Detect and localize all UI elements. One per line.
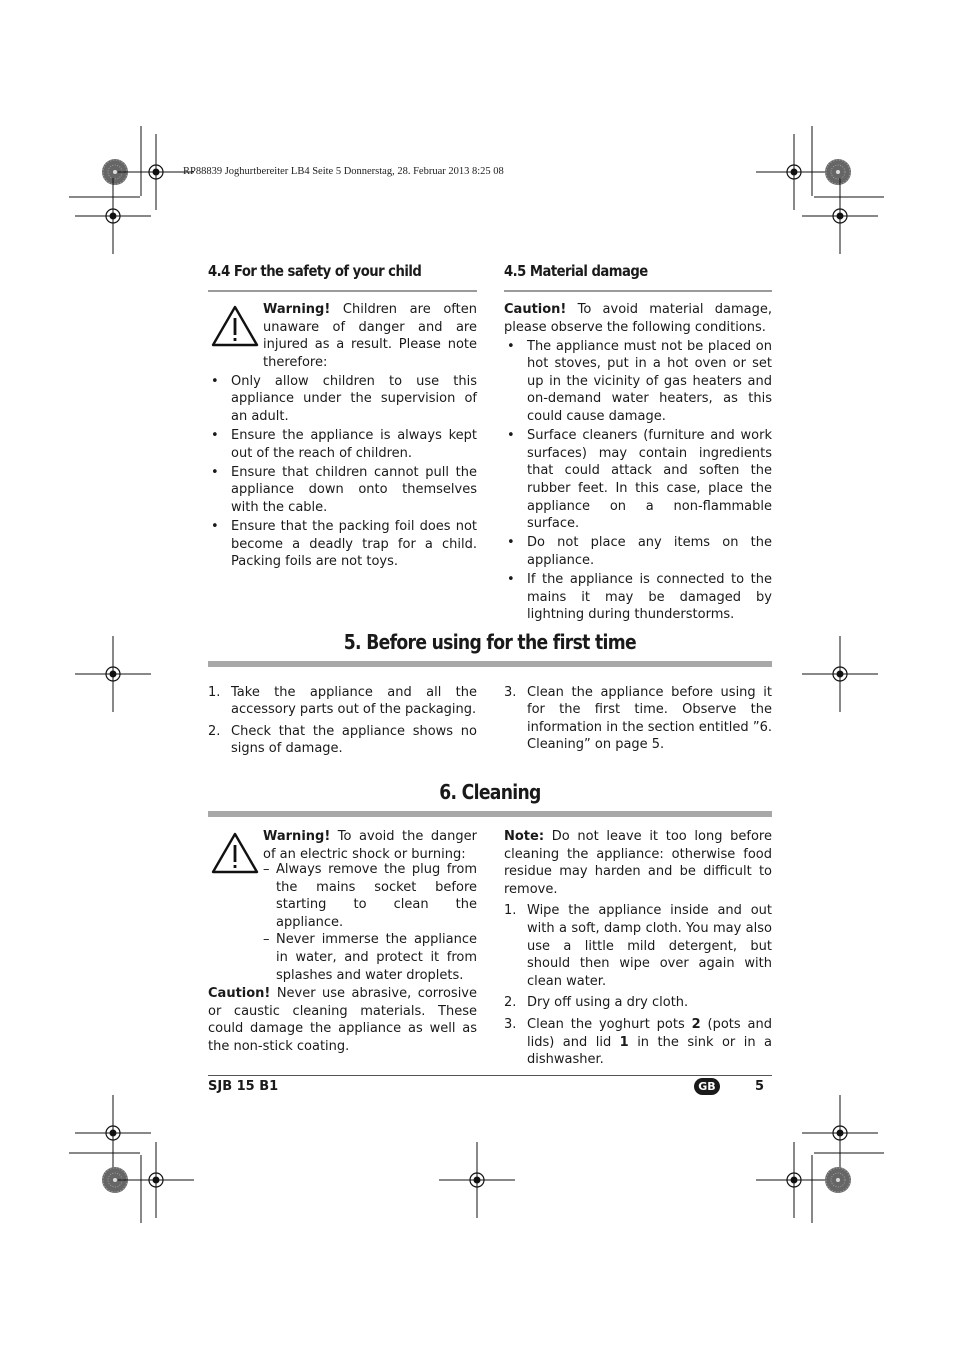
safety-list <box>208 373 477 571</box>
language-badge: GB <box>694 1078 720 1095</box>
section-5-right <box>504 682 772 754</box>
list-item: – Always remove the plug from the mains socket before starting to clean the appliance. <box>263 862 477 930</box>
crosshair-register-mark-icon <box>75 178 151 254</box>
warning-box <box>208 301 477 371</box>
page-number: 5 <box>755 1079 765 1094</box>
list-item: • The appliance must not be placed on hot stoves, put in a hot oven or set up in the vicinity of gas heaters and on-demand water heaters, as this could cause damage. <box>507 338 772 425</box>
warning-triangle-icon <box>210 304 260 348</box>
list-item: • Ensure that the packing foil does not become a deadly trap for a child. Packing foils are not toys. <box>211 519 477 570</box>
section-6-left <box>208 828 477 1056</box>
steps-list <box>208 684 477 758</box>
warning-text: Warning! To avoid the danger of an electric shock or burning: <box>263 829 477 862</box>
section-4-5-body <box>504 301 772 624</box>
material-list <box>504 338 772 624</box>
chapter-heading-6: 6. Cleaning <box>439 780 541 804</box>
section-4-4-body <box>208 301 477 571</box>
caution-text: Caution! Never use abrasive, corrosive or caustic cleaning materials. These could damage the appliance as well as the non-stick coating. <box>208 986 477 1054</box>
list-item: 3. Clean the yoghurt pots 2 (pots and lids) and lid 1 in the sink or in a dishwasher. <box>504 1016 772 1068</box>
list-item: – Never immerse the appliance in water, and protect it from splashes and water droplets. <box>263 932 477 983</box>
list-item: • Do not place any items on the appliance. <box>507 535 772 568</box>
crosshair-register-mark-icon <box>802 1095 878 1171</box>
caution-text: Caution! To avoid material damage, please observe the following conditions. <box>504 302 772 335</box>
steps-list <box>504 684 772 754</box>
print-slug: RP88839 Joghurtbereiter LB4 Seite 5 Donnerstag, 28. Februar 2013 8:25 08 <box>183 166 504 177</box>
list-item: • Only allow children to use this appliance under the supervision of an adult. <box>211 373 477 425</box>
warning-dash-list <box>263 861 477 984</box>
crosshair-register-mark-icon <box>802 178 878 254</box>
note-text: Note: Do not leave it too long before cleaning the appliance: otherwise food residue may harden and be difficult to remove. <box>504 829 772 897</box>
section-5-left <box>208 682 477 758</box>
crosshair-register-mark-icon <box>75 636 151 712</box>
section-heading-4-5: 4.5 Material damage <box>504 262 648 280</box>
chapter-rule <box>208 811 772 817</box>
list-item: 3. Clean the appliance before using it for the first time. Observe the information in the section entitled ”6. Cleaning” on page 5. <box>504 684 772 753</box>
crosshair-register-mark-icon <box>75 1095 151 1171</box>
list-item: 2. Dry off using a dry cloth. <box>504 995 689 1011</box>
warning-text: Warning! Children are often unaware of danger and are injured as a result. Please note therefore: <box>263 302 477 370</box>
cleaning-steps-list <box>504 902 772 1068</box>
crosshair-register-mark-icon <box>439 1142 515 1218</box>
crosshair-register-mark-icon <box>802 636 878 712</box>
chapter-heading-5: 5. Before using for the first time <box>343 630 637 654</box>
warning-triangle-icon <box>210 831 260 875</box>
heading-rule <box>208 290 477 292</box>
model-number: SJB 15 B1 <box>208 1079 279 1094</box>
section-heading-4-4: 4.4 For the safety of your child <box>208 262 422 280</box>
list-item: • Surface cleaners (furniture and work surfaces) may contain ingredients that could attack and soften the rubber feet. In this case, place the appliance on a non-flammable surface. <box>507 428 772 532</box>
heading-rule <box>504 290 772 292</box>
list-item: 2. Check that the appliance shows no signs of damage. <box>208 723 477 757</box>
color-target-icon <box>825 159 851 185</box>
list-item: 1. Take the appliance and all the accessory parts out of the packaging. <box>208 684 477 718</box>
list-item: • Ensure that children cannot pull the appliance down onto themselves with the cable. <box>211 464 477 516</box>
chapter-rule <box>208 661 772 667</box>
list-item: • Ensure the appliance is always kept out of the reach of children. <box>211 428 477 461</box>
color-target-icon <box>825 1167 851 1193</box>
section-6-right <box>504 828 772 1069</box>
list-item: 1. Wipe the appliance inside and out with a soft, damp cloth. You may also use a little mild detergent, but should then wipe over again with clean water. <box>504 903 772 989</box>
list-item: • If the appliance is connected to the mains it may be damaged by lightning during thunderstorms. <box>507 571 772 623</box>
footer-rule <box>208 1075 772 1076</box>
crosshair-register-mark-icon <box>756 134 832 210</box>
